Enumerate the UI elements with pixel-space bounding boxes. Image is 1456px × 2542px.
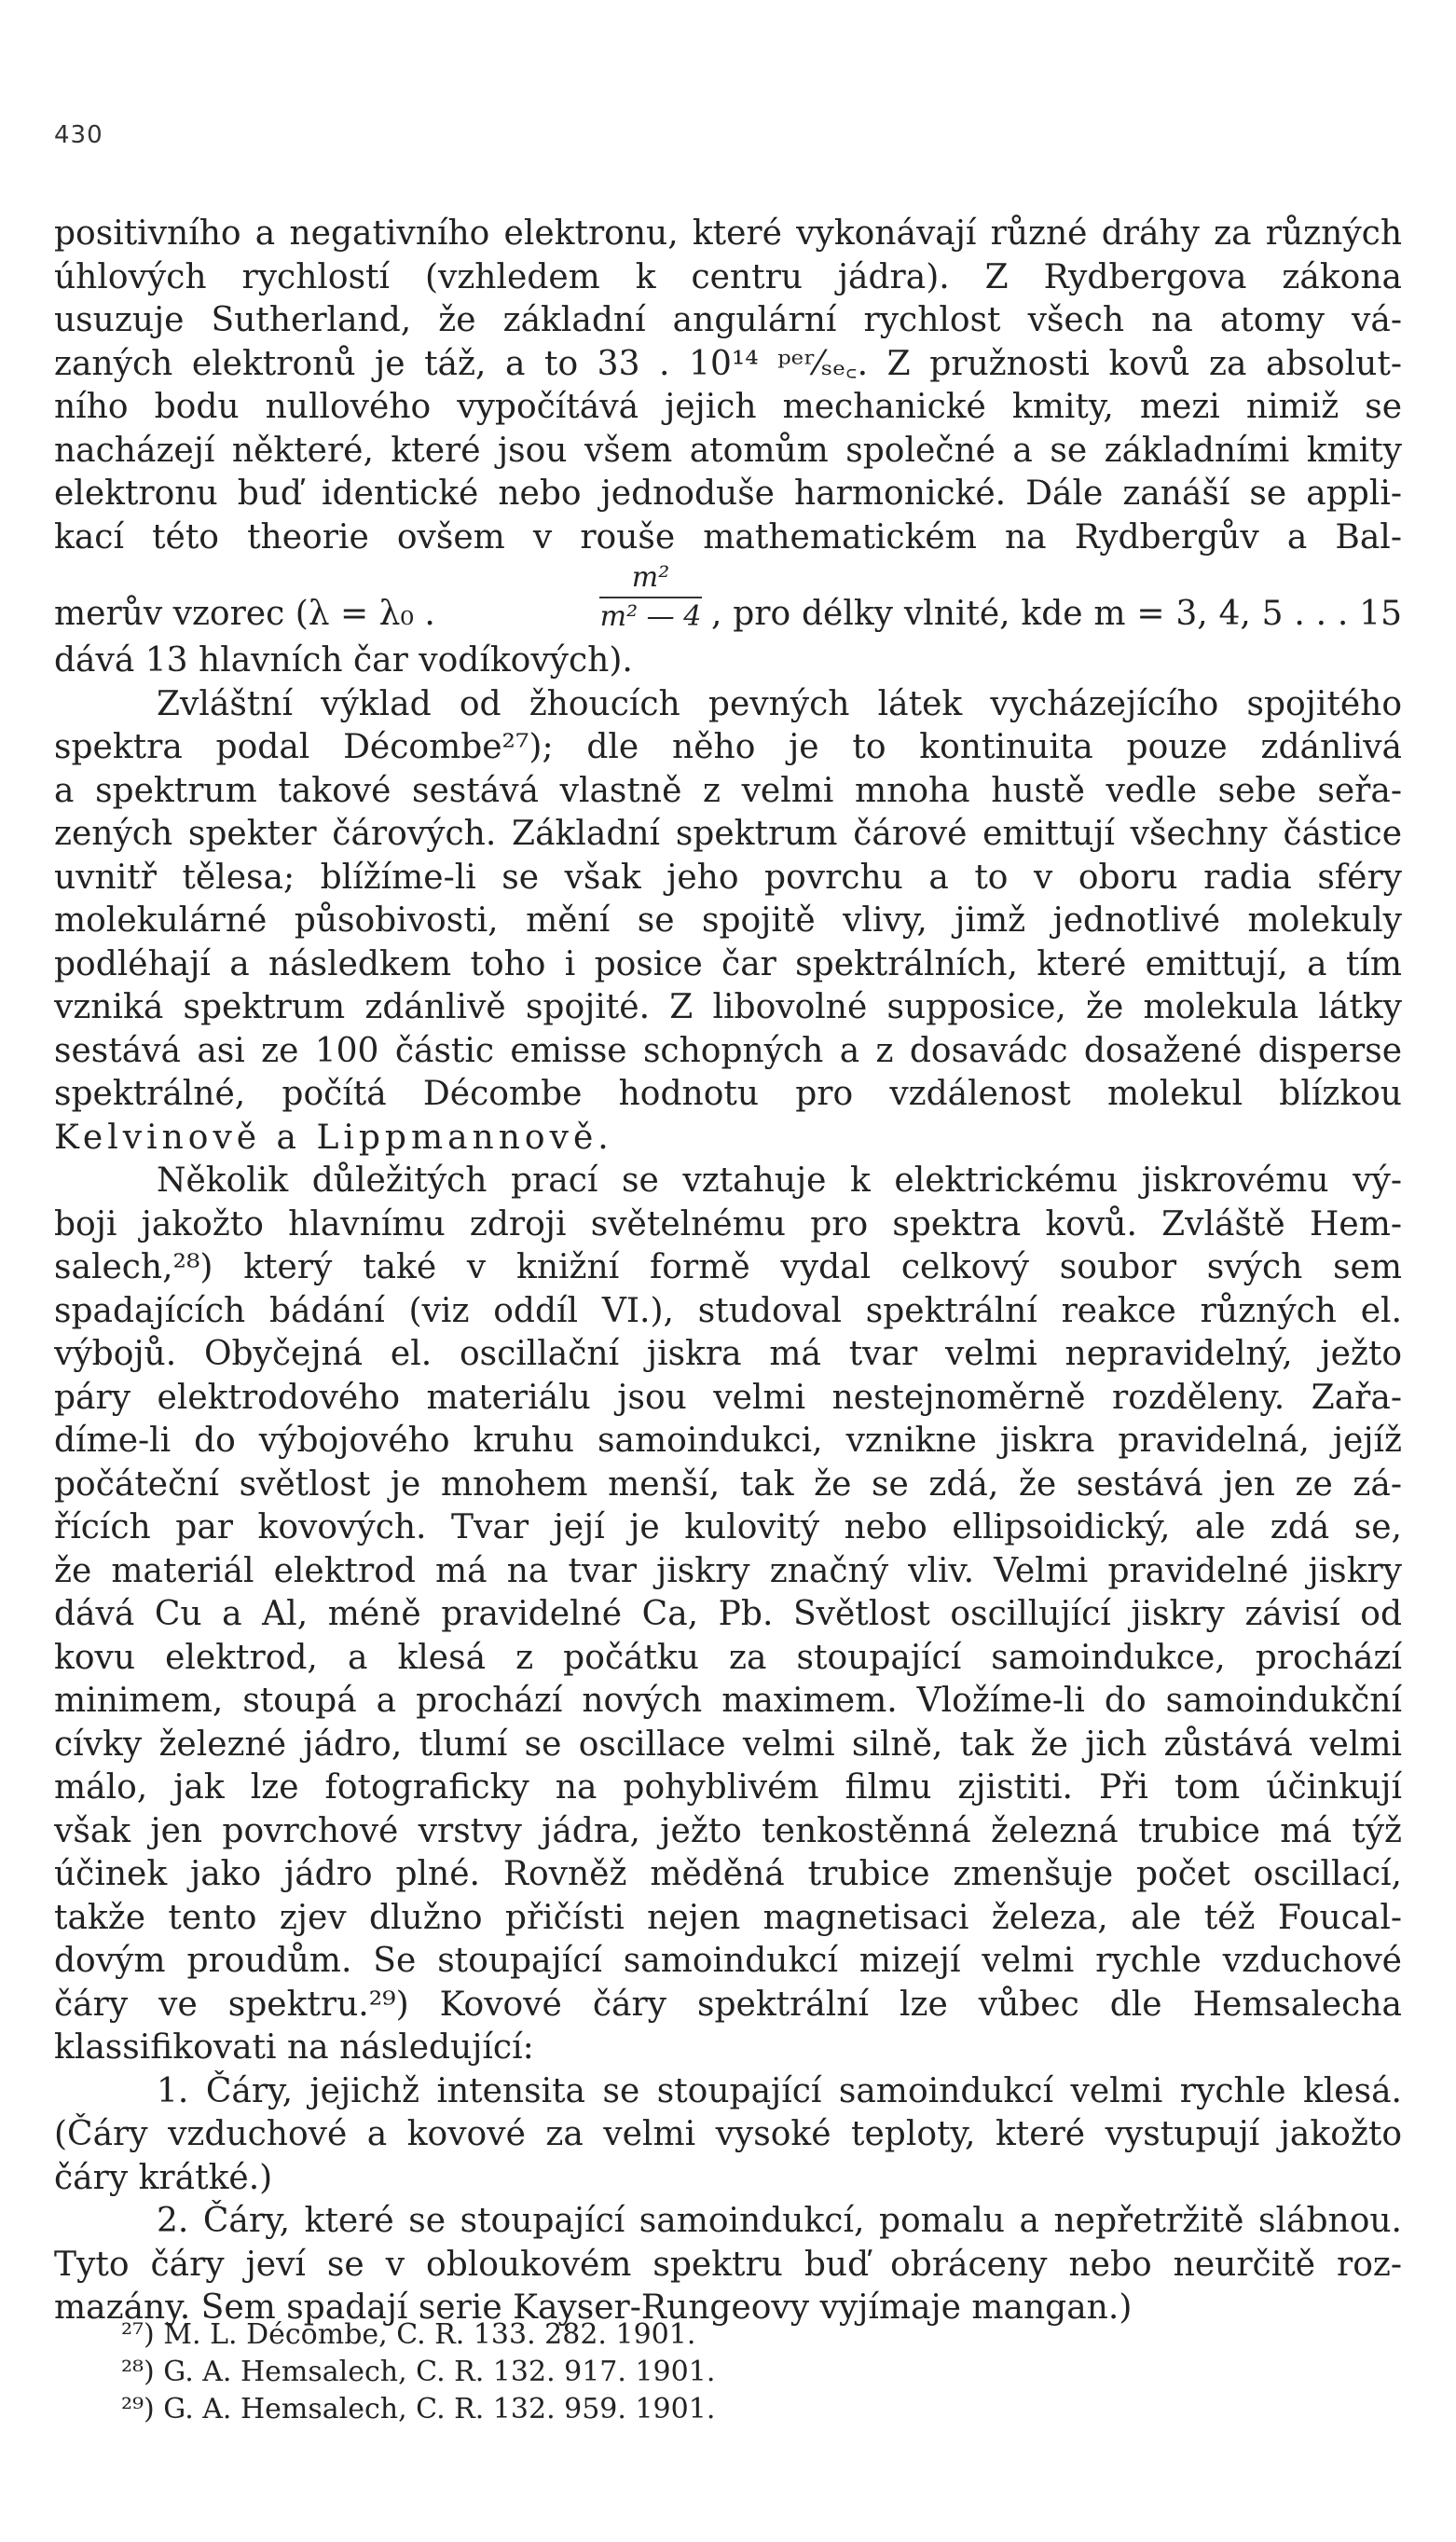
formula-denominator: m² — 4 (599, 600, 702, 633)
text-line: uvnitř tělesa; blížíme-li se však jeho povrchu a to v oboru radia sféry (54, 858, 1402, 897)
text-line: nacházejí některé, které jsou všem atomům společné a se základními kmity (54, 431, 1402, 470)
text-line: spektrálné, počítá Décombe hodnotu pro vzdálenost molekul blízkou (54, 1075, 1402, 1113)
text-line: Několik důležitých prací se vztahuje k elektrickému jiskrovému vý- (157, 1161, 1402, 1200)
formula-numerator: m² (631, 561, 670, 594)
footnotes (121, 2316, 1240, 2428)
text-line: úhlových rychlostí (vzhledem k centru jádra). Z Rydbergova zákona (54, 257, 1402, 296)
text-line: takže tento zjev dlužno přičísti nejen magnetisaci železa, ale též Foucal- (54, 1898, 1402, 1937)
text-line: páry elektrodového materiálu jsou velmi nestejnoměrně rozděleny. Zařa- (54, 1378, 1402, 1417)
text-line: dovým proudům. Se stoupající samoindukcí mizejí velmi rychle vzduchové (54, 1942, 1402, 1980)
text-line: a spektrum takové sestává vlastně z velmi mnoha hustě vedle sebe seřa- (54, 771, 1402, 810)
text-line: vzniká spektrum zdánlivě spojité. Z libovolné supposice, že molekula látky (54, 988, 1402, 1026)
list-item-line: 1. Čáry, jejichž intensita se stoupající samoindukcí velmi rychle klesá. (157, 2071, 1402, 2110)
fraction-bar (599, 597, 702, 598)
text-line: dává 13 hlavních čar vodíkových). (54, 641, 633, 680)
text-line: spadajících bádání (viz oddíl VI.), studoval spektrální reakce různých el. (54, 1291, 1402, 1330)
formula-fraction (599, 561, 702, 634)
body-text (54, 213, 1402, 2330)
footnote: ²⁸) G. A. Hemsalech, C. R. 132. 917. 1901. (121, 2356, 716, 2388)
text-line: zených spekter čárových. Základní spektrum čárové emittují všechny částice (54, 815, 1402, 853)
formula-tail: , pro délky vlnité, kde m = 3, 4, 5 . . . 15 (711, 595, 1402, 633)
list-item-line: (Čáry vzduchové a kovové za velmi vysoké teploty, které vystupují jakožto (54, 2115, 1402, 2153)
text-line: cívky železné jádro, tlumí se oscillace velmi silně, tak že jich zůstává velmi (54, 1724, 1402, 1764)
text-line: výbojů. Obyčejná el. oscillační jiskra má tvar velmi nepravidelný, ježto (54, 1335, 1402, 1373)
text-line: molekulárné působivosti, mění se spojitě vlivy, jimž jednotlivé molekuly (54, 901, 1402, 940)
text-line: Zvláštní výklad od žhoucích pevných látek vycházejícího spojitého (157, 684, 1402, 723)
text-line: dává Cu a Al, méně pravidelné Ca, Pb. Světlost oscillující jiskry závisí od (54, 1595, 1402, 1633)
list-item-line: mazány. Sem spadají serie Kayser-Rungeovy vyjímaje mangan.) (54, 2288, 1133, 2327)
text-line: Kelvinově a Lippmannově. (54, 1118, 613, 1157)
text-line: řících par kovových. Tvar její je kulovitý nebo ellipsoidický, ale zdá se, (54, 1508, 1402, 1546)
text-line: salech,²⁸) který také v knižní formě vydal celkový soubor svých sem (54, 1248, 1402, 1286)
text-line: boji jakožto hlavnímu zdroji světelnému pro spektra kovů. Zvláště Hem- (54, 1204, 1402, 1244)
text-line: zaných elektronů je táž, a to 33 . 10¹⁴ ᵖᵉʳ⁄ₛₑ꜀. Z pružnosti kovů za absolut- (54, 344, 1402, 383)
text-line: klassifikovati na následující: (54, 2028, 534, 2067)
text-line: usuzuje Sutherland, že základní angulární rychlost všech na atomy vá- (54, 301, 1402, 339)
text-line: čáry ve spektru.²⁹) Kovové čáry spektrální lze vůbec dle Hemsalecha (54, 1985, 1402, 2024)
balmer-formula-line (54, 559, 1402, 639)
list-item-line: Tyto čáry jeví se v obloukovém spektru buď obráceny nebo neurčitě roz- (54, 2245, 1402, 2284)
footnote: ²⁷) M. L. Décombe, C. R. 133. 282. 1901. (121, 2318, 696, 2351)
text-line: minimem, stoupá a prochází nových maximem. Vložíme-li do samoindukční (54, 1682, 1402, 1720)
footnote: ²⁹) G. A. Hemsalech, C. R. 132. 959. 1901. (121, 2393, 716, 2425)
text-line: však jen povrchové vrstvy jádra, ježto tenkostěnná železná trubice má týž (54, 1811, 1402, 1850)
text-line: ního bodu nullového vypočítává jejich mechanické kmity, mezi nimiž se (54, 388, 1402, 426)
text-line: podléhají a následkem toho i posice čar spektrálních, které emittují, a tím (54, 944, 1402, 983)
list-item-line: 2. Čáry, které se stoupající samoindukcí, pomalu a nepřetržitě slábnou. (157, 2202, 1402, 2240)
page-number: 430 (54, 121, 103, 149)
formula-lead: merův vzorec (λ = λ₀ . (54, 595, 435, 633)
text-line: elektronu buď identické nebo jednoduše harmonické. Dále zanáší se appli- (54, 474, 1402, 513)
text-line: že materiál elektrod má na tvar jiskry značný vliv. Velmi pravidelné jiskry (54, 1551, 1402, 1590)
text-line: kovu elektrod, a klesá z počátku za stoupající samoindukce, prochází (54, 1638, 1402, 1677)
text-line: díme-li do výbojového kruhu samoindukci, vznikne jiskra pravidelná, jejíž (54, 1422, 1402, 1460)
text-line: sestává asi ze 100 částic emisse schopných a z dosavádc dosažené disperse (54, 1031, 1402, 1070)
text-line: positivního a negativního elektronu, které vykonávají různé dráhy za různých (54, 214, 1402, 253)
text-line: účinek jako jádro plné. Rovněž měděná trubice zmenšuje počet oscillací, (54, 1855, 1402, 1893)
list-item-line: čáry krátké.) (54, 2158, 273, 2197)
text-line: spektra podal Décombe²⁷); dle něho je to kontinuita pouze zdánlivá (54, 728, 1402, 766)
text-line: počáteční světlost je mnohem menší, tak že se zdá, že sestává jen ze zá- (54, 1464, 1402, 1504)
text-line: kací této theorie ovšem v rouše mathematickém na Rydbergův a Bal- (54, 517, 1402, 556)
text-line: málo, jak lze fotograficky na pohyblivém filmu zjistiti. Při tom účinkují (54, 1768, 1402, 1807)
